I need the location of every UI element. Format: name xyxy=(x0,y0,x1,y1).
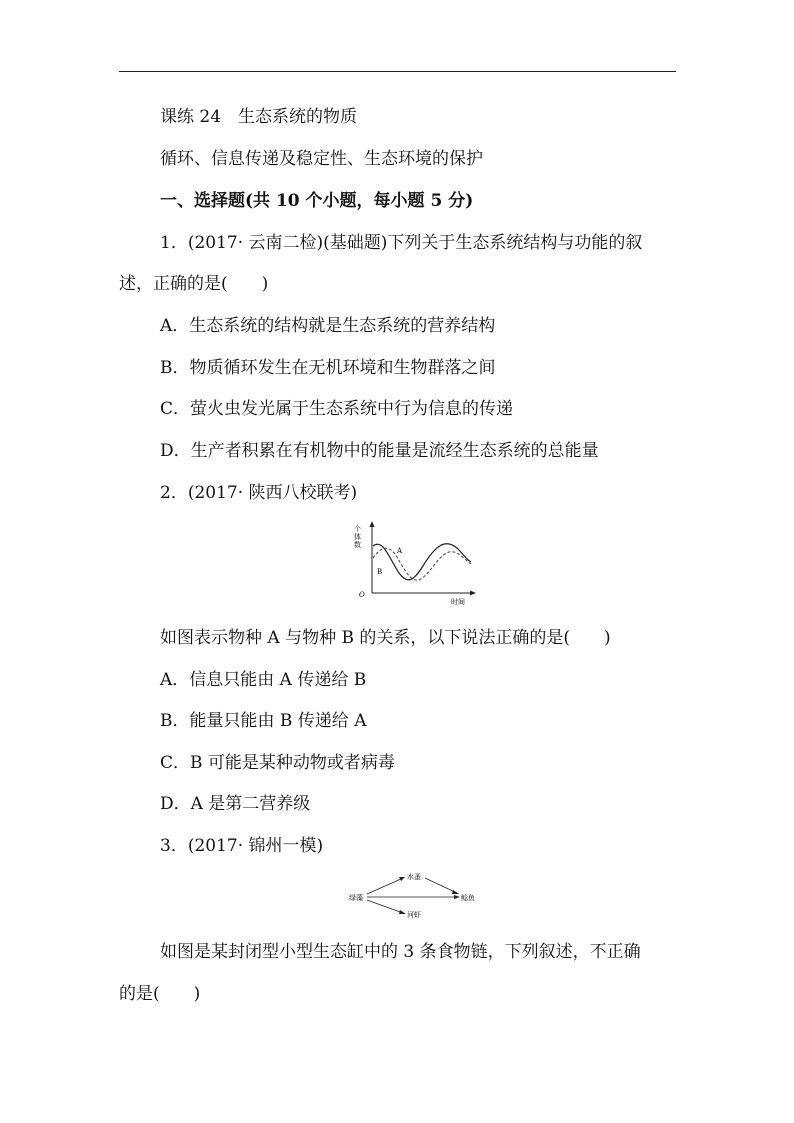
q2-population-figure xyxy=(345,518,480,608)
q3-stem-line2: 的是( ) xyxy=(119,984,201,1004)
q2-stem: 如图表示物种 A 与物种 B 的关系，以下说法正确的是( ) xyxy=(160,628,611,648)
q3-node-worm: 河虾 xyxy=(407,911,421,919)
header-rule xyxy=(119,71,676,72)
q1-option-d: D．生产者积累在有机物中的能量是流经生态系统的总能量 xyxy=(160,441,599,461)
q2-label-a: A xyxy=(397,547,403,555)
section-heading: 一、选择题(共 10 个小题，每小题 5 分) xyxy=(160,191,474,211)
lesson-subtitle: 循环、信息传递及稳定性、生态环境的保护 xyxy=(160,149,483,169)
q1-stem-line2: 述，正确的是( ) xyxy=(119,274,269,294)
q1-stem-line1: 1．(2017· 云南二检)(基础题)下列关于生态系统结构与功能的叙 xyxy=(160,233,643,253)
q2-source: 2．(2017· 陕西八校联考) xyxy=(160,483,358,503)
q2-xlabel: 时间 xyxy=(451,598,465,606)
q2-ylabel: 个体数 xyxy=(354,525,361,549)
q2-curve-b xyxy=(373,544,471,580)
q2-label-b: B xyxy=(377,568,383,576)
lesson-title: 课练 24 生态系统的物质 xyxy=(160,107,358,127)
q1-option-a: A．生态系统的结构就是生态系统的营养结构 xyxy=(160,316,496,336)
q3-node-flea: 水蚤 xyxy=(407,873,421,881)
q2-option-a: A．信息只能由 A 传递给 B xyxy=(160,670,367,690)
q2-option-b: B．能量只能由 B 传递给 A xyxy=(160,711,367,731)
q3-node-fish: 鲶鱼 xyxy=(461,894,475,902)
q2-option-c: C．B 可能是某种动物或者病毒 xyxy=(160,753,395,773)
q2-option-d: D．A 是第二营养级 xyxy=(160,794,311,814)
q3-node-algae: 绿藻 xyxy=(349,894,363,902)
q3-food-web-figure xyxy=(345,868,485,920)
q1-option-b: B．物质循环发生在无机环境和生物群落之间 xyxy=(160,358,496,378)
q3-source: 3．(2017· 锦州一模) xyxy=(160,836,324,856)
q2-origin: O xyxy=(359,591,365,599)
q3-stem-line1: 如图是某封闭型小型生态缸中的 3 条食物链，下列叙述，不正确 xyxy=(160,942,641,962)
q1-option-c: C．萤火虫发光属于生态系统中行为信息的传递 xyxy=(160,399,514,419)
